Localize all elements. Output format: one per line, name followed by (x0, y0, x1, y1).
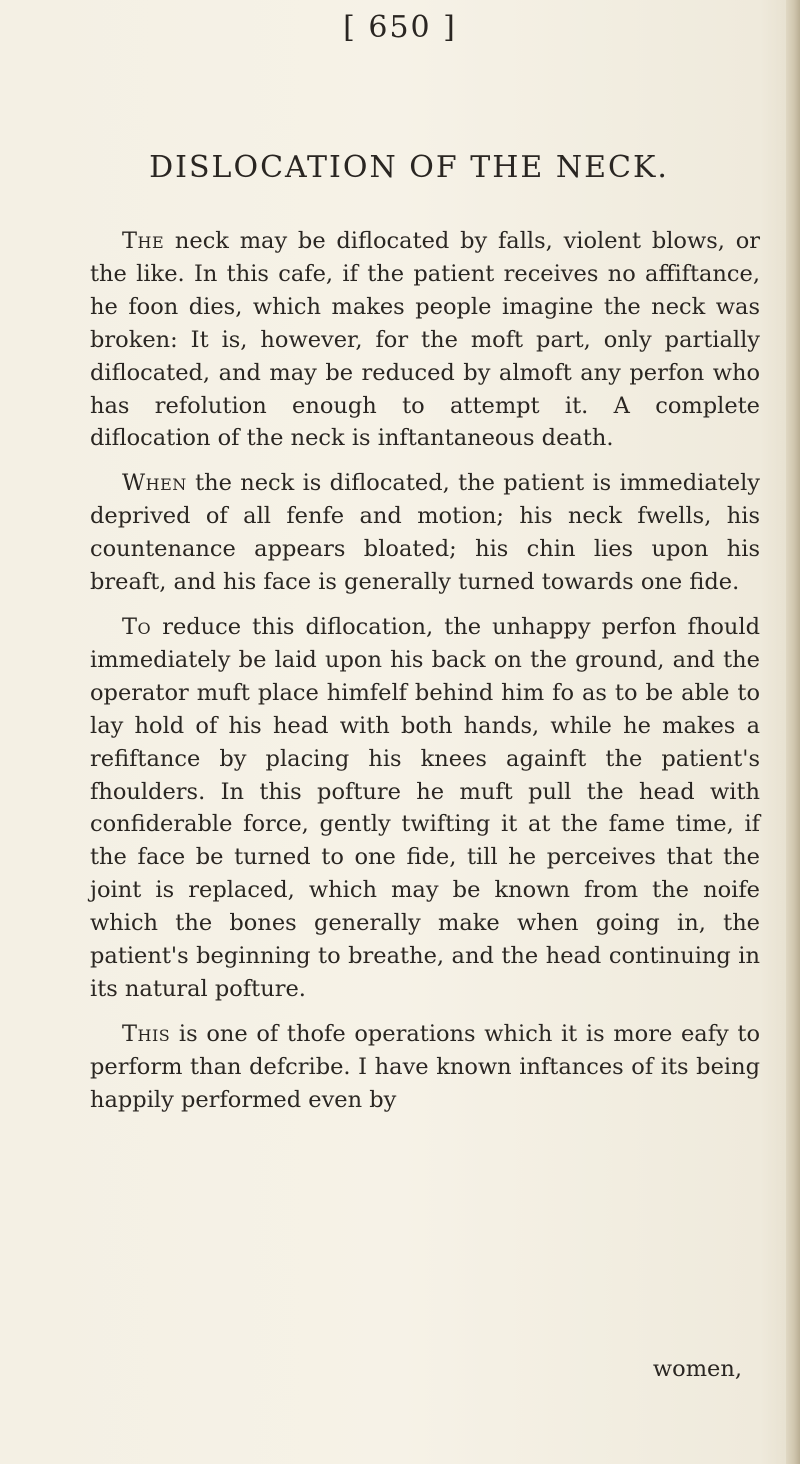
paragraph-2 (90, 467, 760, 599)
catchword: women, (652, 1356, 742, 1382)
paragraph-lead-word: This (122, 1020, 171, 1047)
paragraph-text: neck may be diflocated by falls, violent blows, or the like. In this cafe, if the patient receives no affiftance, he foon dies, which makes people imagine the neck was broken: It is, however, for the moft part, only partially diflocated, and may be reduced by almoft any perfon who has refolution enough to attempt it. A complete diflocation of the neck is inftantaneous death. (90, 228, 760, 452)
paragraph-lead-word: To (122, 613, 152, 640)
paragraph-lead-word: When (122, 470, 187, 497)
paragraph-4 (90, 1018, 760, 1117)
paragraph-1 (90, 225, 760, 455)
section-title: DISLOCATION OF THE NECK. (149, 150, 669, 185)
paragraph-text: reduce this diflocation, the unhappy perfon fhould immediately be laid upon his back on the ground, and the operator muft place himfelf behind him fo as to be able to lay hold of his head with both hands, while he makes a refiftance by placing his knees againft the patient's fhoulders. In this pofture he muft pull the head with confiderable force, gently twifting it at the fame time, if the face be turned to one fide, till he perceives that the joint is replaced, which may be known from the noife which the bones generally make when going in, the patient's beginning to breathe, and the head continuing in its natural pofture. (90, 613, 760, 1002)
paragraph-text: is one of thofe operations which it is more eafy to perform than defcribe. I have known inftances of its being happily performed even by (90, 1020, 760, 1113)
page-number: [ 650 ] (343, 10, 457, 45)
paragraph-text: the neck is diflocated, the patient is immediately deprived of all fenfe and motion; his neck fwells, his countenance appears bloated; his chin lies upon his breaft, and his face is generally turned towards one fide. (90, 470, 760, 596)
page-binding-edge (786, 0, 800, 1464)
paragraph-3 (90, 611, 760, 1006)
paragraph-lead-word: The (122, 228, 165, 254)
body-text (90, 225, 760, 1129)
